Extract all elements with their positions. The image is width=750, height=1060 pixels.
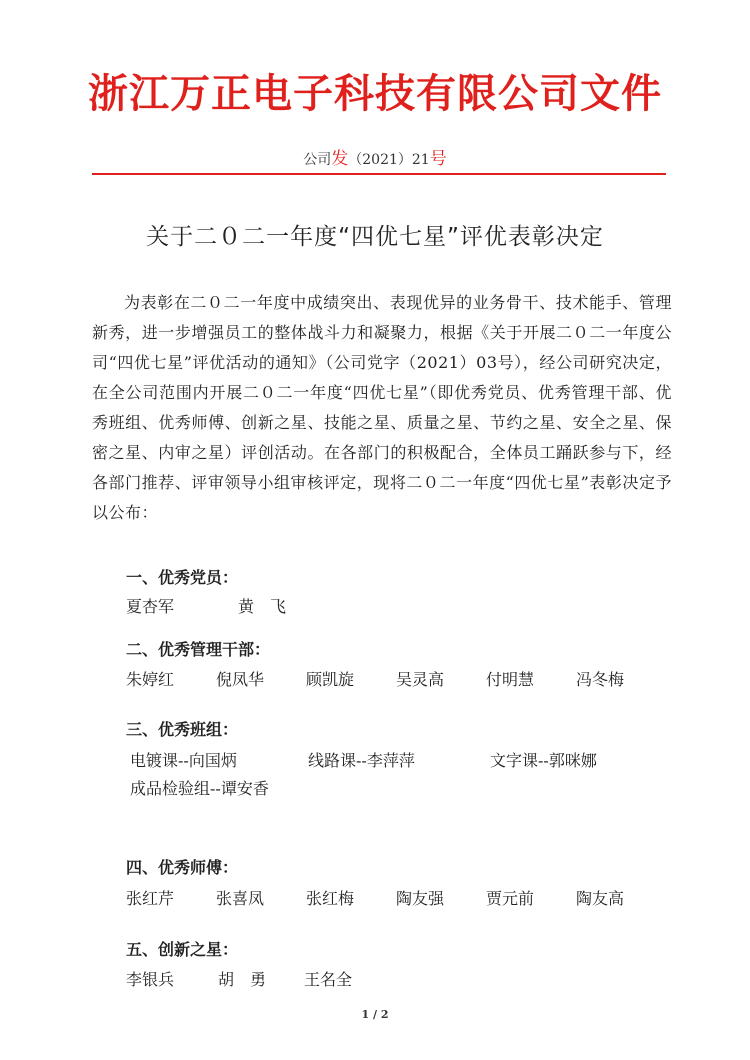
name-item: 李银兵 xyxy=(126,970,175,989)
document-header-title: 浙江万正电子科技有限公司文件 xyxy=(88,71,662,117)
name-item: 冯冬梅 xyxy=(576,670,625,689)
name-item: 倪凤华 xyxy=(216,670,265,689)
body-paragraph: 为表彰在二０二一年度中成绩突出、表现优异的业务骨干、技术能手、管理新秀，进一步增强员工的整体战斗力和凝聚力，根据《关于开展二０二一年度公司“四优七星”评优活动的通知》（公司党字（2021）03号），经公司研究决定，在全公司范围内开展二０二一年度“四优七星”（即优秀党员、优秀管理干部、优秀班组、优秀师傅、创新之星、技能之星、质量之星、节约之星、安全之星、保密之星、内审之星）评创活动。在各部门的积极配合，全体员工踊跃参与下，经各部门推荐、评审领导小组审核评定，现将二０二一年度“四优七星”表彰决定予以公布： xyxy=(92,293,672,522)
section-heading-innovation-stars: 五、创新之星： xyxy=(126,940,239,959)
name-item: 张喜凤 xyxy=(216,889,265,908)
name-item: 黄 飞 xyxy=(238,597,287,616)
doc-number-hao: 号 xyxy=(429,149,447,169)
red-divider-line xyxy=(92,173,666,175)
doc-number-mid: （2021）21 xyxy=(348,152,430,168)
name-item: 贾元前 xyxy=(486,889,535,908)
section-heading-mentors: 四、优秀师傅： xyxy=(126,858,239,877)
name-item: 朱婷红 xyxy=(126,670,175,689)
name-item: 线路课--李萍萍 xyxy=(308,751,415,770)
decision-title: 关于二０二一年度“四优七星”评优表彰决定 xyxy=(146,224,604,250)
name-item: 陶友高 xyxy=(576,889,625,908)
section-heading-managers: 二、优秀管理干部： xyxy=(126,640,271,659)
name-item: 张红芹 xyxy=(126,889,175,908)
name-item: 陶友强 xyxy=(396,889,445,908)
name-item: 付明慧 xyxy=(486,670,535,689)
name-item: 胡 勇 xyxy=(218,970,267,989)
section-heading-teams: 三、优秀班组： xyxy=(126,720,239,739)
name-item: 电镀课--向国炳 xyxy=(130,751,237,770)
name-item: 王名全 xyxy=(304,970,353,989)
doc-number-prefix: 公司 xyxy=(303,152,332,168)
name-item: 成品检验组--谭安香 xyxy=(130,779,269,798)
name-item: 夏杏军 xyxy=(126,597,175,616)
name-item: 吴灵高 xyxy=(396,670,445,689)
document-number xyxy=(0,144,750,169)
name-item: 顾凯旋 xyxy=(306,670,355,689)
page-indicator: 1 / 2 xyxy=(361,1008,389,1021)
name-item: 张红梅 xyxy=(306,889,355,908)
doc-number-fa: 发 xyxy=(331,149,349,169)
name-item: 文字课--郭咪娜 xyxy=(490,751,597,770)
section-heading-party-members: 一、优秀党员： xyxy=(126,568,239,587)
